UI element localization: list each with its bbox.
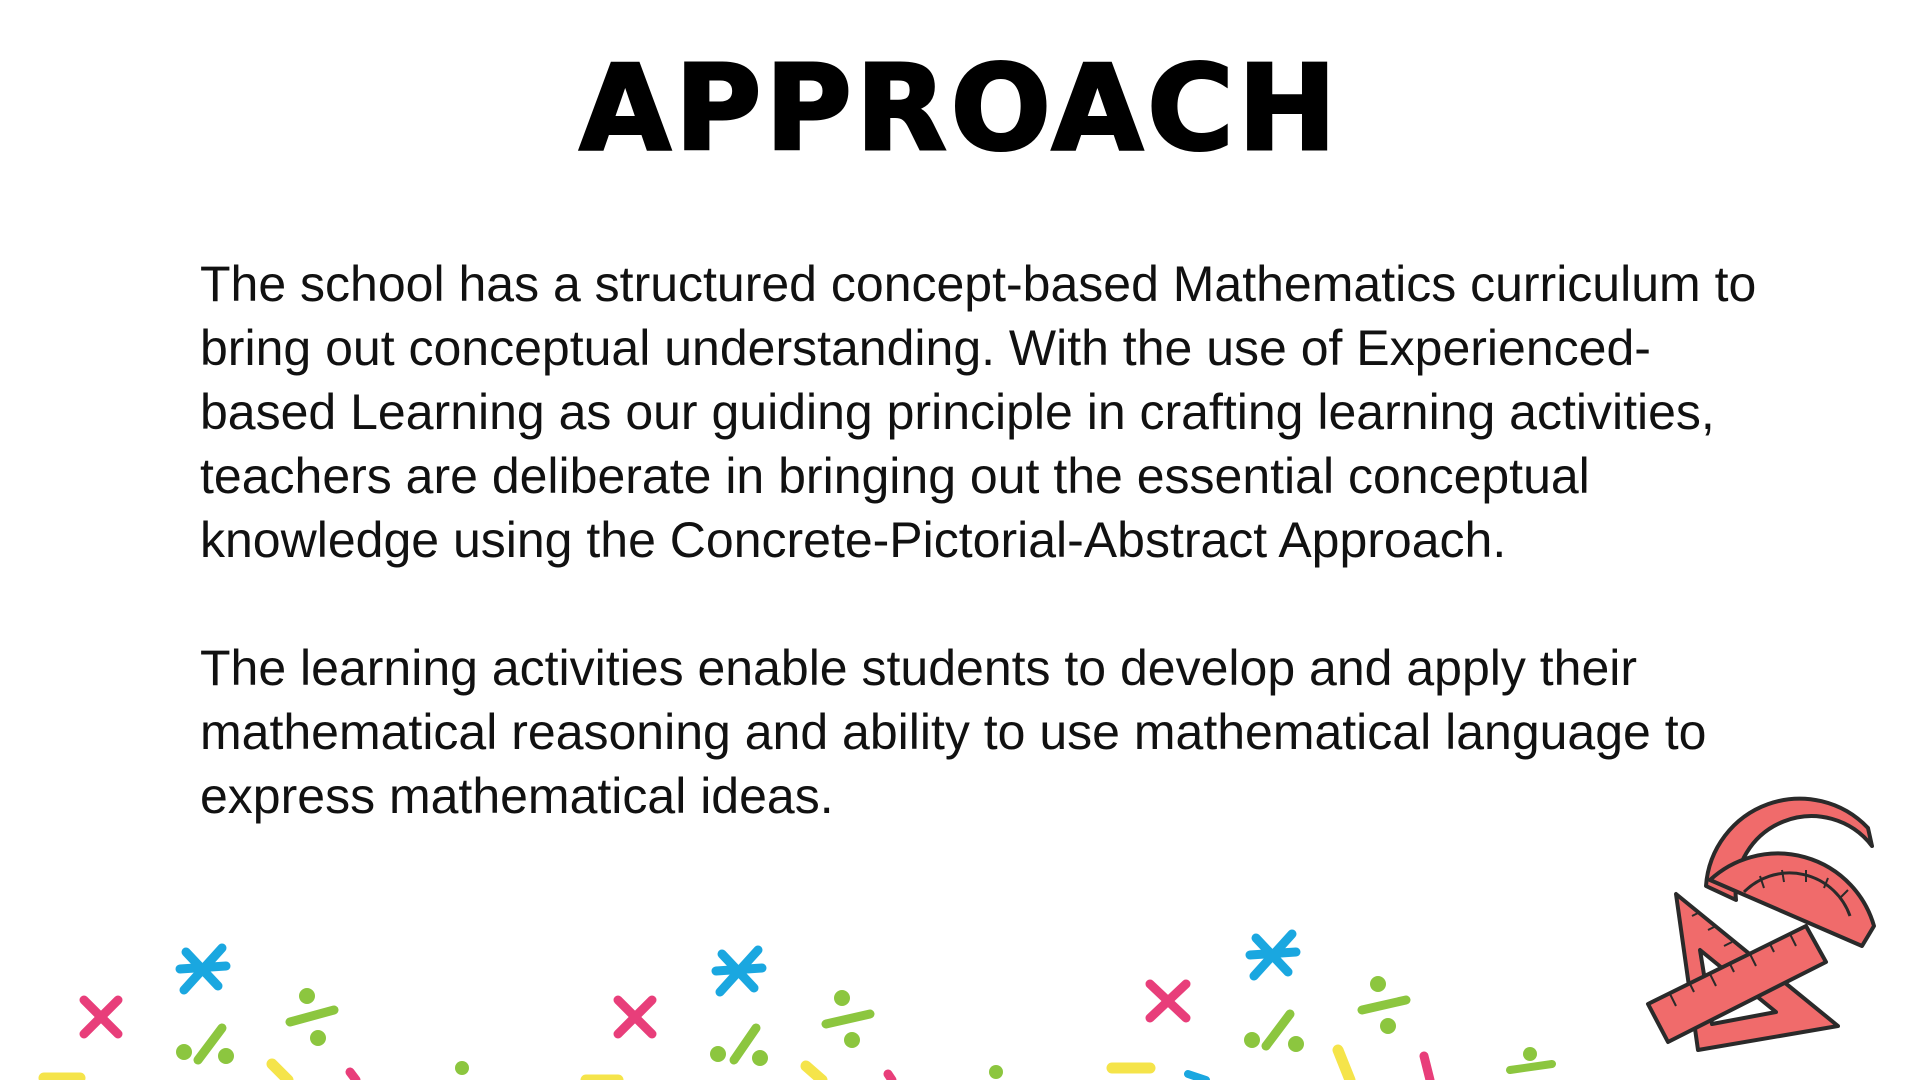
divide-icon (710, 1028, 768, 1066)
divide-icon (826, 990, 870, 1048)
set-square-icon (1676, 894, 1838, 1050)
divide-icon (290, 988, 334, 1046)
slide-title: APPROACH (579, 39, 1341, 177)
dot-icon (989, 1065, 1003, 1079)
multiply-icon (84, 1000, 118, 1034)
divide-icon (1510, 1047, 1552, 1070)
multiply-icon (618, 1000, 652, 1034)
minus-icon (1188, 1074, 1206, 1080)
minus-icon (350, 1056, 1430, 1080)
divide-icon (1244, 1014, 1304, 1052)
multiply-icon (1150, 984, 1186, 1018)
slide-body (200, 252, 1760, 892)
dot-icon (455, 1061, 469, 1075)
ruler-icon (1648, 926, 1826, 1042)
paragraph-1: The school has a structured concept-based Mathematics curriculum to bring out conceptual understanding. With the use of Experienced-based Learning as our guiding principle in crafting learning activities, teachers are deliberate in bringing out the essential conceptual knowledge using the Concrete-Pictorial-Abstract Approach. (200, 256, 1757, 568)
divide-icon (176, 1028, 234, 1064)
minus-icon (44, 1050, 1350, 1080)
divide-icon (1362, 976, 1406, 1034)
multiply-icon (1250, 934, 1296, 976)
paragraph-2: The learning activities enable students to develop and apply their mathematical reasoning and ability to use mathematical language to express mathematical ideas. (200, 640, 1707, 824)
multiply-icon (716, 950, 762, 992)
multiply-icon (180, 948, 226, 990)
